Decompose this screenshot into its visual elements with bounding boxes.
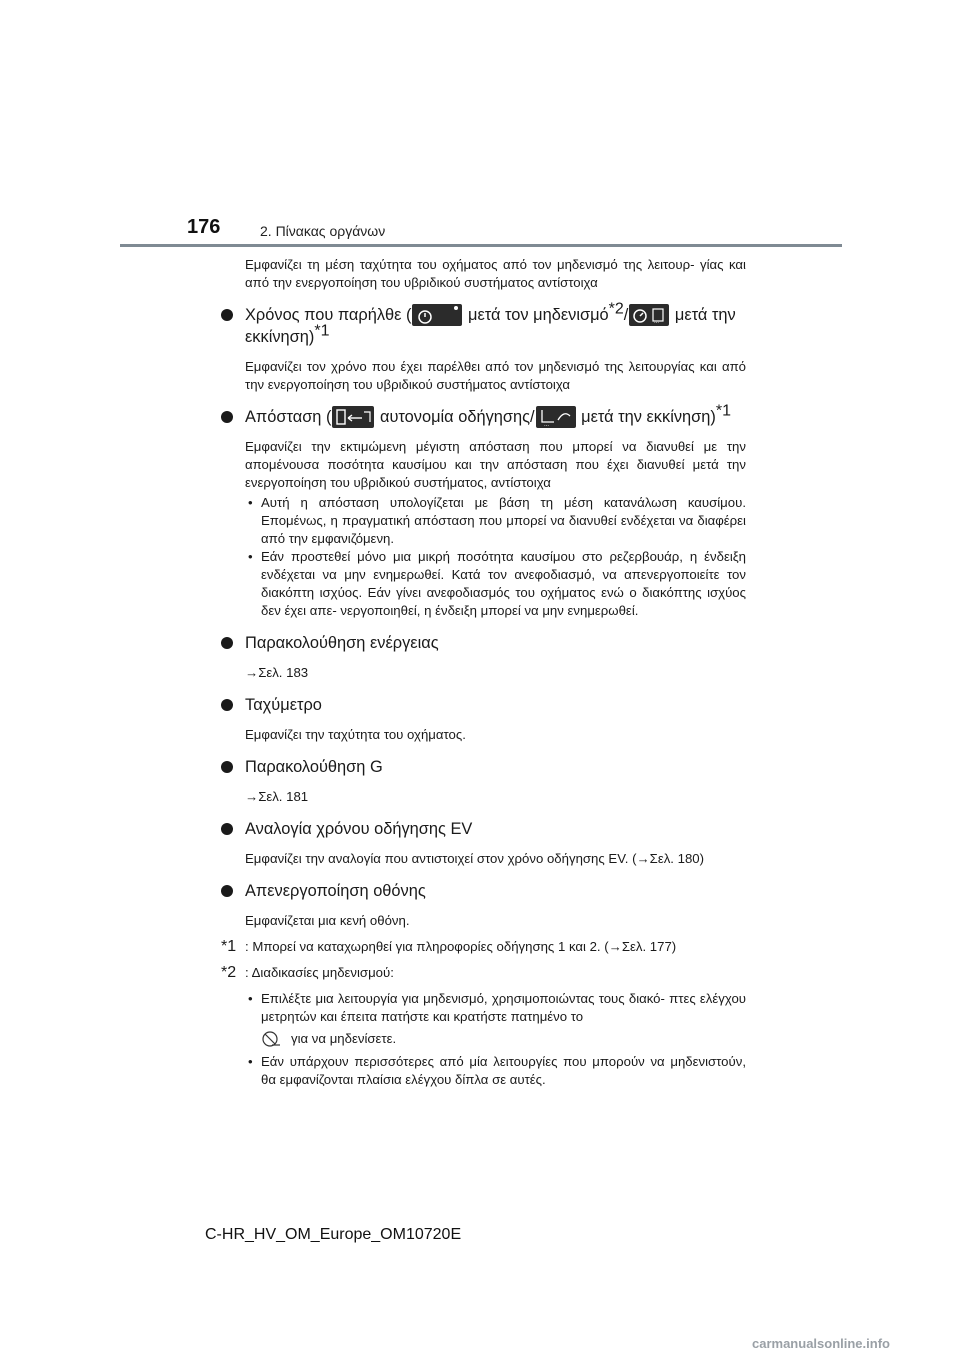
bullet-icon: [221, 761, 233, 773]
section-text: Εμφανίζει την εκτιμώμενη μέγιστη απόσταση που μπορεί να διανυθεί με την απομένουσα ποσότητα καυσίμου και την απόσταση που έχει διανυθεί μετά την ενεργοποίηση του υβριδικού συστήματος, αντίστοιχα: [245, 439, 746, 490]
bullet-icon: [221, 823, 233, 835]
fuel-range-icon: [332, 406, 374, 428]
watermark: carmanualsonline.info: [752, 1336, 890, 1351]
list-item: • Εάν υπάρχουν περισσότερες από μία λειτουργίες που μπορούν να μηδενιστούν, θα εμφανίζονται πλαίσια ελέγχου δίπλα σε αυτές.: [245, 1053, 746, 1089]
section-elapsed-time: Χρόνος που παρήλθε ( μετά τον μηδενισμό*2/ ... μετά την εκκίνηση)*1: [221, 304, 746, 348]
header-rule: [120, 244, 842, 247]
section-title: Αναλογία χρόνου οδήγησης EV: [245, 820, 473, 838]
section-title: Παρακολούθηση ενέργειας: [245, 634, 439, 652]
section-distance: Απόσταση ( αυτονομία οδήγησης/ ... μετά την εκκίνηση)*1: [221, 406, 746, 428]
bullet-icon: [221, 885, 233, 897]
page-reference: →Σελ. 183: [245, 665, 309, 680]
footnote-2: *2 : Διαδικασίες μηδενισμού:: [221, 964, 394, 981]
bullet-icon: [221, 637, 233, 649]
list-item: • Εάν προστεθεί μόνο μια μικρή ποσότητα καυσίμου στο ρεζερβουάρ, η ένδειξη ενδέχεται να μην ενημερωθεί. Κατά τον ανεφοδιασμό, να απενεργοποιείτε τον διακόπτη ισχύος. Εάν γίνει ανεφοδιασμός του οχήματος ενώ ο διακόπτης ισχύος δεν έχει απε- νεργοποιηθεί, η ένδειξη μπορεί να μην ενημερωθεί.: [245, 548, 746, 620]
reset-steps-list: [245, 990, 746, 1089]
footnote-1: *1 : Μπορεί να καταχωρηθεί για πληροφορίες οδήγησης 1 και 2. (→Σελ. 177): [221, 938, 677, 955]
section-title: Παρακολούθηση G: [245, 758, 383, 776]
section-display-off: [221, 880, 746, 902]
section-speedometer: [221, 694, 746, 716]
section-energy-monitor: [221, 632, 746, 654]
section-ev-ratio: [221, 818, 746, 840]
chapter-title: 2. Πίνακας οργάνων: [260, 223, 386, 239]
bullet-icon: [221, 699, 233, 711]
section-text: Εμφανίζεται μια κενή οθόνη.: [245, 913, 410, 928]
bullet-list: [245, 494, 746, 620]
stopwatch-icon: [412, 304, 462, 326]
intro-text: Εμφανίζει τη μέση ταχύτητα του οχήματος από τον μηδενισμό της λειτουρ- γίας και από την ενεργοποίηση του υβριδικού συστήματος αντίστοιχα: [245, 257, 746, 290]
page-reference: →Σελ. 181: [245, 789, 309, 804]
list-item: • Επιλέξτε μια λειτουργία για μηδενισμό, χρησιμοποιώντας τους διακό- πτες ελέγχου μετρητών και έπειτα πατήστε και κρατήστε πατημένο το για να μηδενίσετε.: [245, 990, 746, 1053]
section-g-monitor: [221, 756, 746, 778]
svg-text:...: ...: [654, 319, 660, 325]
section-title: Χρόνος που παρήλθε (: [245, 306, 412, 324]
svg-text:...: ...: [543, 422, 549, 428]
reset-icon: [261, 1030, 283, 1053]
stopwatch-start-icon: [629, 304, 669, 326]
page-number: 176: [187, 216, 221, 238]
route-icon: [536, 406, 576, 428]
list-item: • Αυτή η απόσταση υπολογίζεται με βάση τη μέση κατανάλωση καυσίμου. Επομένως, η πραγματική απόσταση που μπορεί να διανυθεί ενδέχεται να διαφέρει από την εμφανιζόμενη.: [245, 494, 746, 548]
section-text: Εμφανίζει τον χρόνο που έχει παρέλθει από τον μηδενισμό της λειτουργίας και από την ενεργοποίηση του υβριδικού συστήματος αντίστοιχα: [245, 359, 746, 392]
main-content: [221, 256, 746, 1089]
section-title: Απενεργοποίηση οθόνης: [245, 882, 426, 900]
section-title: Απόσταση (: [245, 408, 332, 426]
section-text: Εμφανίζει την αναλογία που αντιστοιχεί στον χρόνο οδήγησης EV. (→Σελ. 180): [245, 851, 705, 866]
bullet-icon: [221, 309, 233, 321]
section-text: Εμφανίζει την ταχύτητα του οχήματος.: [245, 727, 466, 742]
section-title: Ταχύμετρο: [245, 696, 322, 714]
document-code: C-HR_HV_OM_Europe_OM10720E: [205, 1226, 462, 1243]
bullet-icon: [221, 411, 233, 423]
